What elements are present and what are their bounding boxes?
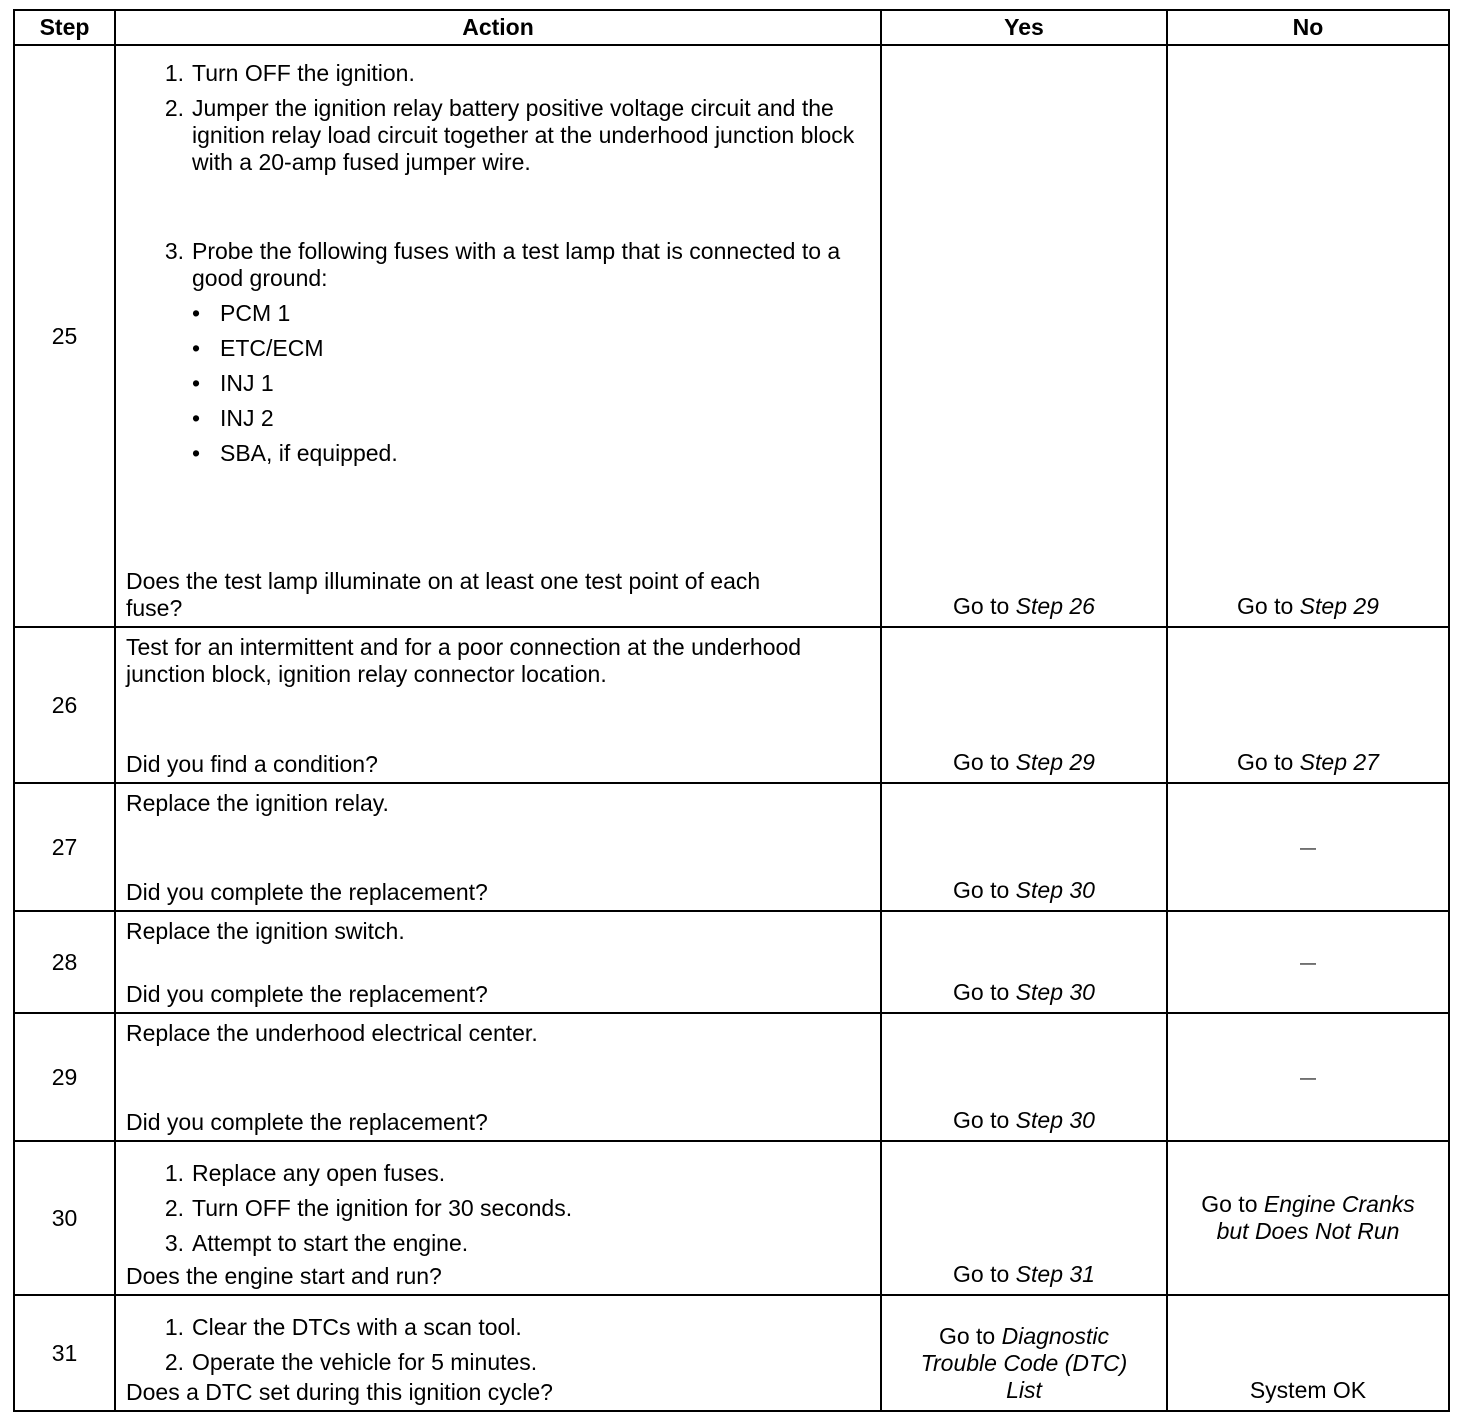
empty-dash: —	[1300, 955, 1316, 972]
action-cell	[115, 1295, 881, 1411]
yes-cell: Go to Step 29	[881, 627, 1167, 783]
no-cell	[1167, 1295, 1449, 1411]
table-row	[14, 783, 1449, 911]
diagnostic-table	[13, 9, 1450, 1412]
list-item: • INJ 1	[192, 370, 274, 396]
action-text: Test for an intermittent and for a poor connection at the underhood junction block, ignition relay connector location.	[126, 634, 802, 687]
action-text: Replace the ignition relay.	[126, 790, 389, 816]
no-step-link-cont[interactable]: but Does Not Run	[1216, 1218, 1400, 1244]
step-number: 29	[14, 1013, 115, 1141]
action-step: 2. Operate the vehicle for 5 minutes.	[164, 1349, 538, 1375]
yes-step-link[interactable]: Step 30	[1015, 877, 1095, 903]
empty-dash: —	[1300, 1070, 1316, 1087]
action-step: 3. Attempt to start the engine.	[164, 1230, 469, 1256]
action-step: 1. Clear the DTCs with a scan tool.	[164, 1314, 522, 1340]
list-item: • SBA, if equipped.	[192, 440, 398, 466]
header-step: Step	[14, 10, 115, 45]
step-number: 28	[14, 911, 115, 1013]
question: Did you find a condition?	[126, 751, 378, 777]
header-no: No	[1167, 10, 1449, 45]
action-cell	[115, 627, 881, 783]
yes-step-link[interactable]: Step 30	[1015, 1107, 1095, 1133]
question: Did you complete the replacement?	[126, 879, 488, 905]
list-item: • PCM 1	[192, 300, 291, 326]
yes-step-link[interactable]: Diagnostic	[1001, 1323, 1110, 1349]
question: Did you complete the replacement?	[126, 981, 488, 1007]
yes-step-link[interactable]: Step 29	[1015, 749, 1095, 775]
no-step-link[interactable]: Step 27	[1299, 749, 1379, 775]
table-row	[14, 45, 1449, 627]
no-cell: Go to Step 27	[1167, 627, 1449, 783]
table-row	[14, 911, 1449, 1013]
action-step: 1. Replace any open fuses.	[164, 1160, 446, 1186]
yes-cell: Go to Step 26	[881, 45, 1167, 627]
action-text: Replace the underhood electrical center.	[126, 1020, 538, 1046]
yes-step-link[interactable]: Step 31	[1015, 1261, 1095, 1287]
yes-step-link-cont[interactable]: Trouble Code (DTC)	[920, 1350, 1128, 1376]
question: Does the engine start and run?	[126, 1263, 442, 1289]
table-row	[14, 1295, 1449, 1411]
step-number: 31	[14, 1295, 115, 1411]
step-number: 26	[14, 627, 115, 783]
fuse-list	[184, 300, 872, 467]
yes-cell: Go to Step 30	[881, 911, 1167, 1013]
action-step: 3. Probe the following fuses with a test lamp that is connected to a good ground:	[164, 238, 841, 291]
action-cell	[115, 1141, 881, 1295]
no-cell	[1167, 783, 1449, 911]
step-number: 27	[14, 783, 115, 911]
yes-cell: Go to Step 30	[881, 1013, 1167, 1141]
action-cell	[115, 1013, 881, 1141]
list-item: • ETC/ECM	[192, 335, 324, 361]
question: Does the test lamp illuminate on at least one test point of each fuse?	[126, 568, 761, 621]
table-row	[14, 1013, 1449, 1141]
no-cell	[1167, 1013, 1449, 1141]
yes-step-link[interactable]: Step 30	[1015, 979, 1095, 1005]
action-cell	[115, 45, 881, 627]
no-step-link[interactable]: Engine Cranks	[1263, 1191, 1415, 1217]
yes-cell: Go to Step 30	[881, 783, 1167, 911]
action-text: Replace the ignition switch.	[126, 918, 405, 944]
action-step: 2. Jumper the ignition relay battery positive voltage circuit and the ignition relay load circuit together at the underhood junction block with a 20-amp fused jumper wire.	[164, 95, 855, 175]
header-action: Action	[115, 10, 881, 45]
system-ok-text: System OK	[1249, 1377, 1367, 1403]
yes-step-link-cont[interactable]: List	[1006, 1377, 1042, 1403]
step-number: 25	[14, 45, 115, 627]
header-row	[14, 10, 1449, 45]
table-row	[14, 1141, 1449, 1295]
list-item: • INJ 2	[192, 405, 274, 431]
yes-cell: Go to Step 31	[881, 1141, 1167, 1295]
action-step: 2. Turn OFF the ignition for 30 seconds.	[164, 1195, 573, 1221]
no-cell	[1167, 911, 1449, 1013]
action-cell	[115, 911, 881, 1013]
no-step-link[interactable]: Step 29	[1299, 593, 1379, 619]
yes-cell: Go to Diagnostic Trouble Code (DTC) List	[881, 1295, 1167, 1411]
no-cell: Go to Engine Cranks but Does Not Run	[1167, 1141, 1449, 1295]
empty-dash: —	[1300, 840, 1316, 857]
step-number: 30	[14, 1141, 115, 1295]
question: Does a DTC set during this ignition cycle?	[126, 1379, 553, 1405]
no-cell: Go to Step 29	[1167, 45, 1449, 627]
header-yes: Yes	[881, 10, 1167, 45]
question: Did you complete the replacement?	[126, 1109, 488, 1135]
yes-step-link[interactable]: Step 26	[1015, 593, 1095, 619]
action-cell	[115, 783, 881, 911]
table-row	[14, 627, 1449, 783]
action-step: 1. Turn OFF the ignition.	[164, 60, 415, 86]
